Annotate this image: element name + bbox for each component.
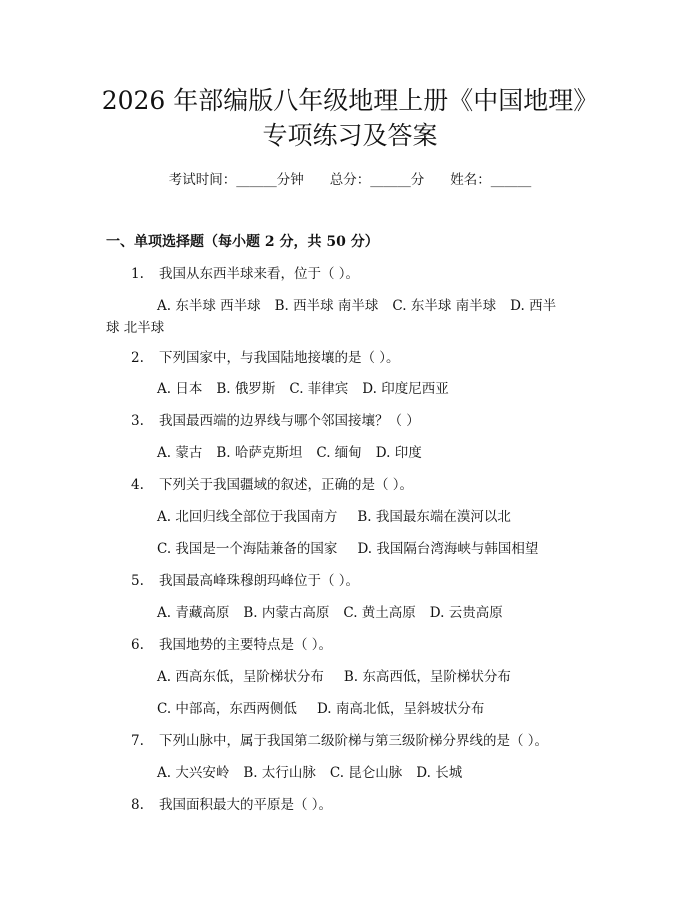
option-b: B. 我国最东端在漠河以北 (357, 509, 511, 525)
document-title-line2: 专项练习及答案 (262, 121, 438, 150)
option-d: D. 西半 (510, 298, 557, 314)
question-number: 8. (131, 797, 144, 813)
option-c: C. 东半球 南半球 (392, 298, 497, 314)
option-d: D. 南高北低，呈斜坡状分布 (316, 701, 485, 717)
question-number: 5. (131, 573, 144, 589)
exam-time: 考试时间：______分钟 (168, 172, 304, 188)
question-5 (131, 569, 359, 589)
question-text: 我国面积最大的平原是（ ）。 (159, 797, 333, 813)
option-c: C. 黄土高原 (343, 605, 416, 621)
question-2 (131, 346, 400, 366)
option-b: B. 内蒙古高原 (243, 605, 330, 621)
question-number: 7. (131, 733, 144, 749)
question-text: 我国从东西半球来看，位于（ ）。 (159, 266, 360, 282)
option-d: D. 印度 (375, 445, 422, 461)
question-text: 下列关于我国疆域的叙述，正确的是（ ）。 (159, 477, 414, 493)
option-c: C. 我国是一个海陆兼备的国家 (157, 541, 338, 557)
option-a: A. 东半球 西半球 (157, 298, 261, 314)
option-a: A. 日本 (157, 381, 203, 397)
question-3 (131, 409, 420, 429)
option-d: D. 长城 (416, 765, 463, 781)
question-3-options (157, 441, 422, 461)
question-4-options-row2 (157, 537, 538, 557)
option-c: C. 缅甸 (316, 445, 362, 461)
section-heading-single-choice: 一、单项选择题（每小题 2 分，共 50 分） (106, 234, 379, 250)
exam-meta (0, 168, 700, 188)
question-6-options-row2 (157, 697, 484, 717)
question-4-options-row1 (157, 505, 511, 525)
option-a: A. 西高东低，呈阶梯状分布 (157, 669, 324, 685)
question-number: 1. (131, 266, 144, 282)
question-text: 我国最西端的边界线与哪个邻国接壤？（ ） (159, 413, 420, 429)
student-name: 姓名：______ (450, 172, 532, 188)
document-title-line1: 2026 年部编版八年级地理上册《中国地理》 (101, 86, 599, 115)
option-c: C. 昆仑山脉 (329, 765, 403, 781)
question-1-options (157, 294, 556, 314)
option-a: A. 蒙古 (157, 445, 203, 461)
question-number: 4. (131, 477, 144, 493)
option-b: B. 东高西低，呈阶梯状分布 (343, 669, 511, 685)
question-number: 2. (131, 350, 144, 366)
question-2-options (157, 377, 449, 397)
option-a: A. 大兴安岭 (157, 765, 230, 781)
question-7 (131, 729, 548, 749)
option-d: D. 云贵高原 (429, 605, 503, 621)
question-1-option-d-wrap: 球 北半球 (106, 320, 165, 336)
question-8 (131, 793, 332, 813)
option-c: C. 菲律宾 (289, 381, 349, 397)
option-b: B. 西半球 南半球 (274, 298, 379, 314)
question-7-options (157, 761, 462, 781)
option-d: D. 我国隔台湾海峡与韩国相望 (357, 541, 539, 557)
option-a: A. 青藏高原 (157, 605, 230, 621)
question-text: 我国最高峰珠穆朗玛峰位于（ ）。 (159, 573, 360, 589)
question-5-options (157, 601, 503, 621)
option-a: A. 北回归线全部位于我国南方 (157, 509, 338, 525)
option-b: B. 太行山脉 (243, 765, 316, 781)
question-number: 3. (131, 413, 144, 429)
question-number: 6. (131, 637, 144, 653)
question-text: 下列国家中，与我国陆地接壤的是（ ）。 (159, 350, 400, 366)
question-6 (131, 633, 332, 653)
question-1 (131, 262, 359, 282)
question-6-options-row1 (157, 665, 511, 685)
option-c: C. 中部高，东西两侧低 (157, 701, 297, 717)
option-b: B. 哈萨克斯坦 (216, 445, 303, 461)
question-text: 下列山脉中，属于我国第二级阶梯与第三级阶梯分界线的是（ ）。 (159, 733, 549, 749)
option-d: D. 印度尼西亚 (362, 381, 449, 397)
question-text: 我国地势的主要特点是（ ）。 (159, 637, 333, 653)
exam-total-score: 总分：______分 (329, 172, 425, 188)
option-b: B. 俄罗斯 (216, 381, 276, 397)
question-4 (131, 473, 413, 493)
